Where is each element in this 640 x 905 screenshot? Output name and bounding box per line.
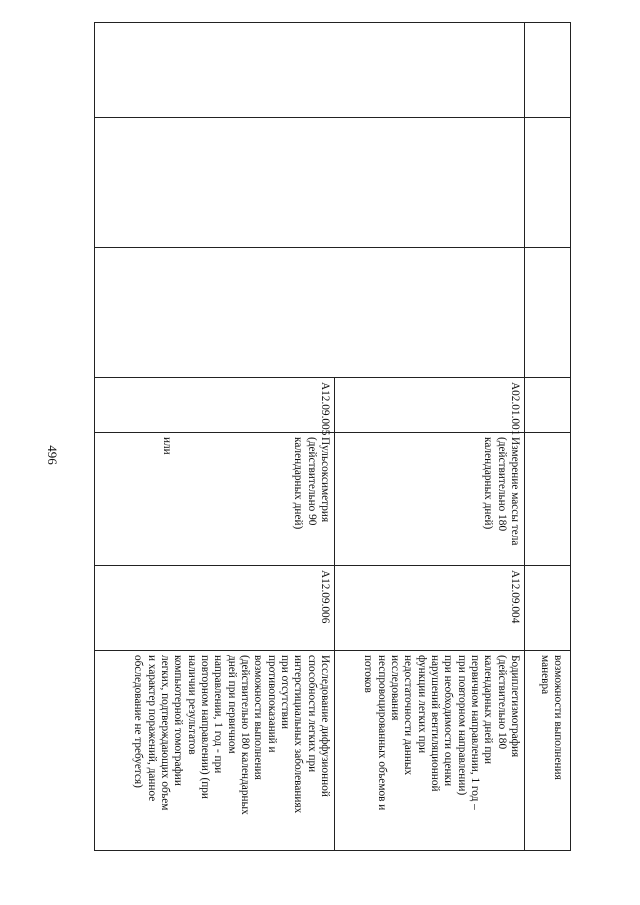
cell-empty-span [95, 118, 525, 248]
procedure-name: Измерение массы тела (действительно 180 календарных дней) [482, 437, 521, 546]
cell-empty [525, 566, 571, 651]
cell-name [95, 651, 335, 851]
cell-code [335, 378, 525, 436]
cell-empty-span [95, 248, 525, 378]
cell-name [95, 433, 335, 566]
cell-empty-span [95, 23, 525, 118]
procedure-code: A12.09.004 [509, 570, 521, 624]
procedure-name: Пульсоксиметрия (действительно 90 календарных дней) [292, 437, 331, 530]
cell-name [335, 433, 525, 566]
procedures-table [94, 22, 571, 851]
table-container [95, 22, 571, 850]
cell-code [95, 566, 335, 651]
continuation-text: возможности выполнения маневра [538, 655, 564, 780]
rotated-table-wrapper [95, 22, 571, 850]
table-row [335, 23, 525, 851]
cell-empty [525, 433, 571, 566]
cell-continuation [525, 651, 571, 851]
procedure-name: Исследование диффузионной способности легких при интерстициальных заболеваниях при отсутствии противопоказаний и возможности выполнения (действительно 180 календарных дней при первичном направлении, 1 год - при повторном направлении) (при наличии результатов компьютерной томографии легких, подтверждающих объем и характер поражений, данное обследование не требуется) [132, 655, 331, 815]
cell-empty [525, 118, 571, 248]
procedure-code: A12.09.006 [319, 570, 331, 624]
cell-code [95, 378, 335, 436]
procedure-code: A12.09.005 [319, 382, 331, 436]
cell-code [335, 566, 525, 651]
procedure-code: A02.01.001 [509, 382, 521, 436]
page-number-text: 496 [45, 445, 60, 465]
cell-name [335, 651, 525, 851]
cell-empty [525, 378, 571, 433]
page-number [40, 440, 64, 470]
or-label: или [161, 437, 174, 455]
table-row-continuation [525, 23, 571, 851]
procedure-name: Бодиплетизмография (действительно 180 календарных дней при первичном направлении, 1 год – при повторном направлении) при необходимости оценки нарушений вентиляционной функции легких при недостаточности данных исследования неспровоцированных объемов и потоков [362, 655, 521, 811]
cell-empty [525, 248, 571, 378]
cell-empty [525, 23, 571, 118]
